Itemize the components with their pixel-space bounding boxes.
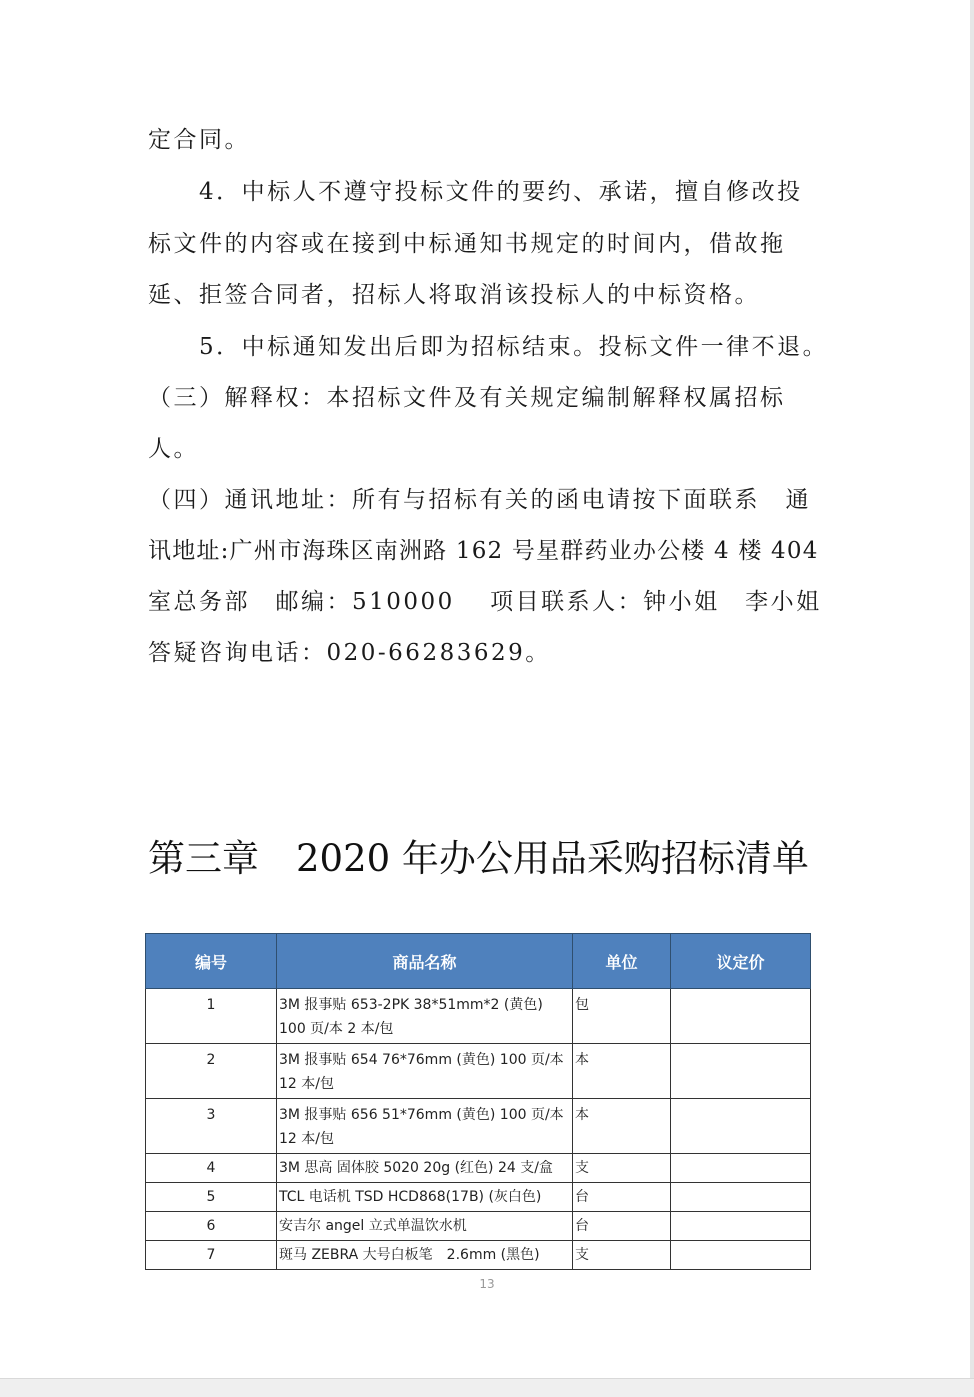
cell-product-name: 斑马 ZEBRA 大号白板笔 2.6mm (黑色): [277, 1241, 573, 1270]
cell-price: [671, 1183, 811, 1212]
cell-unit: 支: [573, 1241, 671, 1270]
table-row: [146, 1044, 811, 1099]
cell-product-name: [277, 1044, 573, 1099]
cell-number: 1: [146, 989, 277, 1044]
body-line-11: 答疑咨询电话：020-66283629。: [148, 640, 551, 666]
cell-price: [671, 989, 811, 1044]
cell-unit: 支: [573, 1154, 671, 1183]
cell-price: [671, 1044, 811, 1099]
body-line-7: 人。: [148, 436, 199, 462]
product-name-line: 100 页/本 2 本/包: [279, 1021, 394, 1037]
body-line-9: 讯地址:广州市海珠区南洲路 162 号星群药业办公楼 4 楼 404: [148, 538, 819, 564]
chapter-title: 第三章 2020 年办公用品采购招标清单: [148, 837, 809, 880]
product-name-line: 12 本/包: [279, 1076, 334, 1092]
cell-number: 6: [146, 1212, 277, 1241]
body-line-5: 5．中标通知发出后即为招标结束。投标文件一律不退。: [148, 334, 829, 360]
body-line-8: （四）通讯地址：所有与招标有关的函电请按下面联系 通: [148, 487, 811, 513]
viewer-bottom-bar: [0, 1378, 974, 1397]
cell-number: 5: [146, 1183, 277, 1212]
table-row: [146, 1154, 811, 1183]
cell-number: 4: [146, 1154, 277, 1183]
table-row: [146, 989, 811, 1044]
cell-price: [671, 1099, 811, 1154]
cell-product-name: [277, 1099, 573, 1154]
cell-unit: 台: [573, 1183, 671, 1212]
cell-unit: 包: [573, 989, 671, 1044]
cell-unit: 台: [573, 1212, 671, 1241]
body-line-1: 定合同。: [148, 127, 250, 153]
cell-number: 7: [146, 1241, 277, 1270]
procurement-table: [145, 933, 811, 1270]
header-agreed-price: 议定价: [671, 934, 811, 989]
cell-product-name: [277, 989, 573, 1044]
product-name-line: 3M 报事贴 653-2PK 38*51mm*2 (黄色): [279, 997, 543, 1013]
table-row: [146, 1099, 811, 1154]
cell-product-name: 3M 思高 固体胶 5020 20g (红色) 24 支/盒: [277, 1154, 573, 1183]
cell-price: [671, 1154, 811, 1183]
cell-price: [671, 1212, 811, 1241]
header-product-name: 商品名称: [277, 934, 573, 989]
body-line-6: （三）解释权：本招标文件及有关规定编制解释权属招标: [148, 385, 786, 411]
cell-product-name: 安吉尔 angel 立式单温饮水机: [277, 1212, 573, 1241]
table-row: [146, 1183, 811, 1212]
cell-number: 3: [146, 1099, 277, 1154]
body-line-4: 延、拒签合同者，招标人将取消该投标人的中标资格。: [148, 282, 760, 308]
page-number: 13: [479, 1277, 495, 1291]
body-line-2: 4．中标人不遵守投标文件的要约、承诺，擅自修改投: [148, 179, 803, 205]
product-name-line: 3M 报事贴 656 51*76mm (黄色) 100 页/本: [279, 1107, 564, 1123]
cell-number: 2: [146, 1044, 277, 1099]
table-header-row: [146, 934, 811, 989]
header-unit: 单位: [573, 934, 671, 989]
header-number: 编号: [146, 934, 277, 989]
body-line-3: 标文件的内容或在接到中标通知书规定的时间内，借故拖: [148, 231, 786, 257]
cell-product-name: TCL 电话机 TSD HCD868(17B) (灰白色): [277, 1183, 573, 1212]
table-row: [146, 1241, 811, 1270]
product-name-line: 12 本/包: [279, 1131, 334, 1147]
cell-price: [671, 1241, 811, 1270]
table-row: [146, 1212, 811, 1241]
viewer-scroll-edge: [970, 0, 974, 1378]
product-name-line: 3M 报事贴 654 76*76mm (黄色) 100 页/本: [279, 1052, 564, 1068]
body-line-10: 室总务部 邮编：510000 项目联系人：钟小姐 李小姐: [148, 589, 822, 615]
cell-unit: 本: [573, 1099, 671, 1154]
cell-unit: 本: [573, 1044, 671, 1099]
